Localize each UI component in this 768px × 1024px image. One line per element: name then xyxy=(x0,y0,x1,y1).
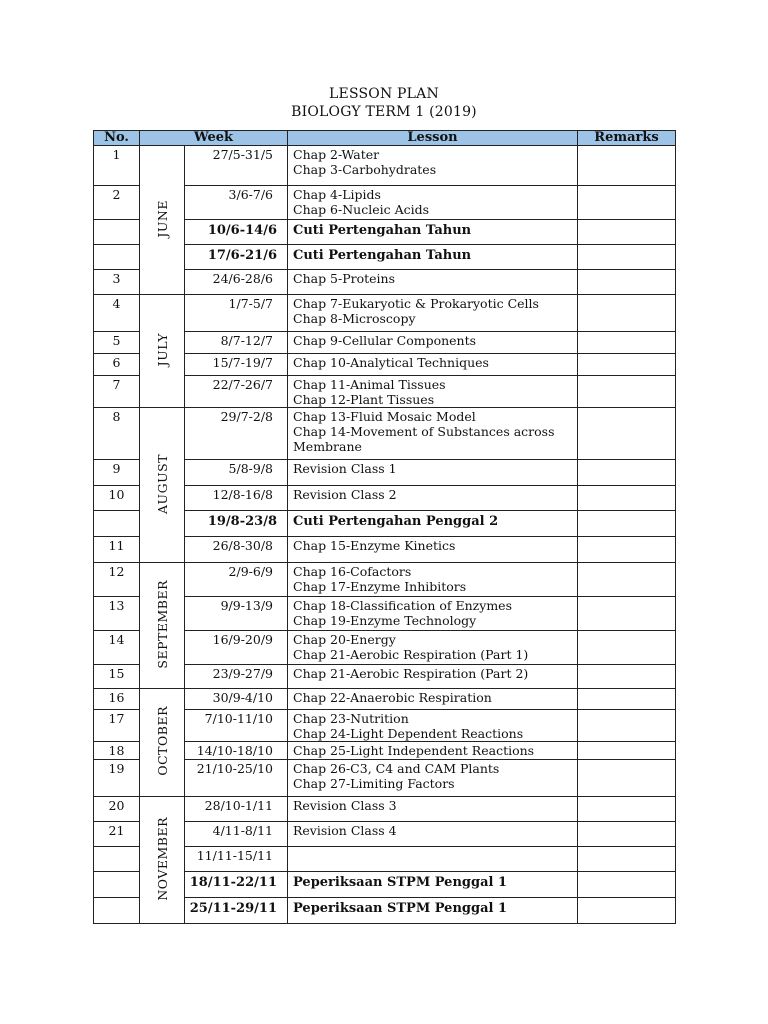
cell-week: 19/8-23/8 xyxy=(185,511,288,537)
lesson-line: Revision Class 3 xyxy=(293,798,397,813)
cell-no xyxy=(94,245,140,270)
lesson-line: Chap 26-C3, C4 and CAM Plants xyxy=(293,761,500,776)
lesson-line: Chap 15-Enzyme Kinetics xyxy=(293,538,456,553)
cell-remarks xyxy=(578,872,676,898)
header-no: No. xyxy=(94,131,140,146)
lesson-line: Chap 20-Energy xyxy=(293,632,396,647)
cell-remarks xyxy=(578,332,676,354)
cell-remarks xyxy=(578,511,676,537)
lesson-line: Chap 24-Light Dependent Reactions xyxy=(293,726,524,741)
cell-no: 10 xyxy=(94,486,140,511)
header-lesson: Lesson xyxy=(288,131,578,146)
cell-week: 9/9-13/9 xyxy=(185,597,288,631)
cell-lesson xyxy=(288,597,578,631)
cell-week: 23/9-27/9 xyxy=(185,665,288,689)
cell-no: 3 xyxy=(94,270,140,295)
cell-remarks xyxy=(578,376,676,408)
cell-no: 18 xyxy=(94,742,140,760)
month-cell xyxy=(140,689,185,797)
cell-week: 15/7-19/7 xyxy=(185,354,288,376)
lesson-line: Chap 19-Enzyme Technology xyxy=(293,613,477,628)
lesson-line: Chap 4-Lipids xyxy=(293,187,381,202)
cell-lesson xyxy=(288,511,578,537)
cell-week: 1/7-5/7 xyxy=(185,295,288,332)
cell-no: 19 xyxy=(94,760,140,797)
cell-no xyxy=(94,872,140,898)
cell-lesson xyxy=(288,898,578,924)
cell-lesson xyxy=(288,710,578,742)
cell-lesson xyxy=(288,537,578,563)
cell-remarks xyxy=(578,354,676,376)
cell-week: 2/9-6/9 xyxy=(185,563,288,597)
cell-no: 13 xyxy=(94,597,140,631)
cell-remarks xyxy=(578,186,676,220)
lesson-line: Chap 17-Enzyme Inhibitors xyxy=(293,579,467,594)
cell-remarks xyxy=(578,486,676,511)
cell-week: 3/6-7/6 xyxy=(185,186,288,220)
lesson-line: Chap 21-Aerobic Respiration (Part 1) xyxy=(293,647,529,662)
cell-no: 4 xyxy=(94,295,140,332)
document-title: LESSON PLAN xyxy=(329,86,439,102)
month-cell xyxy=(140,563,185,689)
lesson-line: Peperiksaan STPM Penggal 1 xyxy=(293,901,508,916)
lesson-line: Chap 22-Anaerobic Respiration xyxy=(293,690,492,705)
cell-lesson xyxy=(288,332,578,354)
cell-remarks xyxy=(578,847,676,872)
cell-week: 17/6-21/6 xyxy=(185,245,288,270)
cell-lesson xyxy=(288,847,578,872)
cell-lesson xyxy=(288,760,578,797)
cell-lesson xyxy=(288,186,578,220)
cell-week: 12/8-16/8 xyxy=(185,486,288,511)
cell-no: 17 xyxy=(94,710,140,742)
cell-lesson xyxy=(288,563,578,597)
cell-lesson xyxy=(288,354,578,376)
table-row xyxy=(94,689,676,710)
cell-remarks xyxy=(578,760,676,797)
month-label: NOVEMBER xyxy=(154,816,170,901)
cell-week: 11/11-15/11 xyxy=(185,847,288,872)
cell-week: 7/10-11/10 xyxy=(185,710,288,742)
cell-week: 8/7-12/7 xyxy=(185,332,288,354)
lesson-line: Chap 5-Proteins xyxy=(293,271,396,286)
cell-lesson xyxy=(288,220,578,245)
cell-week: 27/5-31/5 xyxy=(185,146,288,186)
cell-remarks xyxy=(578,797,676,822)
lesson-line: Chap 3-Carbohydrates xyxy=(293,162,437,177)
cell-remarks xyxy=(578,689,676,710)
table-row xyxy=(94,408,676,460)
cell-lesson xyxy=(288,822,578,847)
lesson-line: Chap 2-Water xyxy=(293,147,380,162)
cell-remarks xyxy=(578,742,676,760)
lesson-line: Peperiksaan STPM Penggal 1 xyxy=(293,875,508,890)
cell-remarks xyxy=(578,710,676,742)
cell-week: 22/7-26/7 xyxy=(185,376,288,408)
cell-lesson xyxy=(288,408,578,460)
header-remarks: Remarks xyxy=(578,131,676,146)
cell-remarks xyxy=(578,408,676,460)
month-label: AUGUST xyxy=(154,453,170,514)
cell-week: 29/7-2/8 xyxy=(185,408,288,460)
month-cell xyxy=(140,408,185,563)
cell-week: 24/6-28/6 xyxy=(185,270,288,295)
cell-remarks xyxy=(578,597,676,631)
lesson-line: Cuti Pertengahan Tahun xyxy=(293,223,472,238)
cell-no xyxy=(94,511,140,537)
cell-week: 25/11-29/11 xyxy=(185,898,288,924)
lesson-line: Chap 7-Eukaryotic & Prokaryotic Cells xyxy=(293,296,539,311)
cell-no: 15 xyxy=(94,665,140,689)
cell-no: 5 xyxy=(94,332,140,354)
cell-no: 11 xyxy=(94,537,140,563)
lesson-line: Chap 23-Nutrition xyxy=(293,711,409,726)
cell-week: 16/9-20/9 xyxy=(185,631,288,665)
month-cell xyxy=(140,797,185,924)
cell-no: 1 xyxy=(94,146,140,186)
cell-week: 18/11-22/11 xyxy=(185,872,288,898)
cell-lesson xyxy=(288,270,578,295)
month-cell xyxy=(140,295,185,408)
cell-week: 5/8-9/8 xyxy=(185,460,288,486)
month-label: JUNE xyxy=(154,199,170,238)
month-label: SEPTEMBER xyxy=(154,579,170,669)
table-header-row xyxy=(94,131,676,146)
month-label: JULY xyxy=(154,332,170,367)
lesson-line: Chap 25-Light Independent Reactions xyxy=(293,743,535,758)
cell-week: 14/10-18/10 xyxy=(185,742,288,760)
table-row xyxy=(94,563,676,597)
cell-lesson xyxy=(288,689,578,710)
cell-lesson xyxy=(288,376,578,408)
lesson-line: Chap 13-Fluid Mosaic Model xyxy=(293,409,476,424)
lesson-line: Chap 11-Animal Tissues xyxy=(293,377,446,392)
cell-no: 16 xyxy=(94,689,140,710)
cell-remarks xyxy=(578,822,676,847)
cell-no: 12 xyxy=(94,563,140,597)
cell-lesson xyxy=(288,631,578,665)
table-row xyxy=(94,295,676,332)
cell-no: 21 xyxy=(94,822,140,847)
cell-lesson xyxy=(288,295,578,332)
cell-no: 8 xyxy=(94,408,140,460)
cell-week: 30/9-4/10 xyxy=(185,689,288,710)
lesson-line: Chap 10-Analytical Techniques xyxy=(293,355,489,370)
cell-remarks xyxy=(578,898,676,924)
cell-remarks xyxy=(578,270,676,295)
lesson-line: Cuti Pertengahan Penggal 2 xyxy=(293,514,499,529)
lesson-line: Chap 6-Nucleic Acids xyxy=(293,202,430,217)
month-label: OCTOBER xyxy=(154,706,170,776)
cell-week: 21/10-25/10 xyxy=(185,760,288,797)
cell-remarks xyxy=(578,245,676,270)
cell-lesson xyxy=(288,460,578,486)
cell-remarks xyxy=(578,563,676,597)
cell-no xyxy=(94,220,140,245)
cell-lesson xyxy=(288,797,578,822)
cell-remarks xyxy=(578,220,676,245)
cell-week: 10/6-14/6 xyxy=(185,220,288,245)
cell-remarks xyxy=(578,631,676,665)
cell-no: 9 xyxy=(94,460,140,486)
cell-no: 14 xyxy=(94,631,140,665)
cell-remarks xyxy=(578,460,676,486)
lesson-line: Revision Class 2 xyxy=(293,487,397,502)
lesson-line: Revision Class 1 xyxy=(293,461,397,476)
table-row xyxy=(94,146,676,186)
cell-no: 7 xyxy=(94,376,140,408)
header-week: Week xyxy=(140,131,288,146)
cell-lesson xyxy=(288,146,578,186)
lesson-line: Chap 8-Microscopy xyxy=(293,311,416,326)
month-cell xyxy=(140,146,185,295)
document-subtitle: BIOLOGY TERM 1 (2019) xyxy=(291,104,477,120)
cell-week: 26/8-30/8 xyxy=(185,537,288,563)
lesson-line: Revision Class 4 xyxy=(293,823,397,838)
cell-no: 20 xyxy=(94,797,140,822)
cell-no xyxy=(94,847,140,872)
cell-week: 28/10-1/11 xyxy=(185,797,288,822)
lesson-line: Cuti Pertengahan Tahun xyxy=(293,248,472,263)
cell-lesson xyxy=(288,245,578,270)
table-row xyxy=(94,797,676,822)
lesson-line: Chap 21-Aerobic Respiration (Part 2) xyxy=(293,666,529,681)
cell-remarks xyxy=(578,537,676,563)
lesson-line: Chap 16-Cofactors xyxy=(293,564,412,579)
cell-lesson xyxy=(288,665,578,689)
cell-no: 2 xyxy=(94,186,140,220)
lesson-line: Chap 18-Classification of Enzymes xyxy=(293,598,512,613)
cell-lesson xyxy=(288,872,578,898)
lesson-line: Membrane xyxy=(293,439,362,454)
cell-remarks xyxy=(578,146,676,186)
cell-no: 6 xyxy=(94,354,140,376)
cell-remarks xyxy=(578,295,676,332)
cell-remarks xyxy=(578,665,676,689)
lesson-line: Chap 9-Cellular Components xyxy=(293,333,477,348)
lesson-plan-table xyxy=(93,130,676,924)
cell-lesson xyxy=(288,486,578,511)
cell-no xyxy=(94,898,140,924)
lesson-line: Chap 27-Limiting Factors xyxy=(293,776,455,791)
lesson-line: Chap 14-Movement of Substances across xyxy=(293,424,555,439)
cell-week: 4/11-8/11 xyxy=(185,822,288,847)
cell-lesson xyxy=(288,742,578,760)
lesson-line: Chap 12-Plant Tissues xyxy=(293,392,435,407)
